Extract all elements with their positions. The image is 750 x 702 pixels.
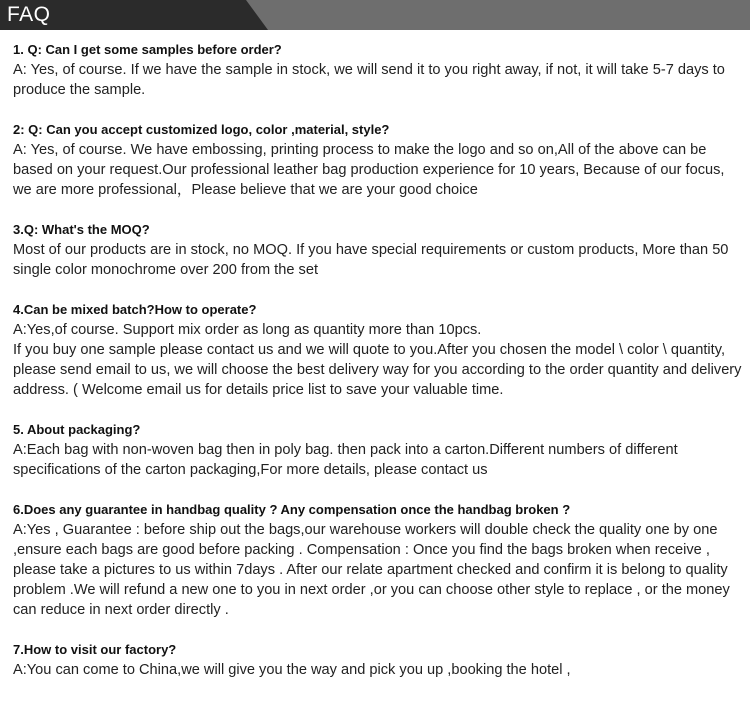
faq-answer	[13, 140, 745, 200]
faq-answer-text: A:Each bag with non-woven bag then in poly bag. then pack into a carton.Different numbers of different specifications of the carton packaging,For more details, please contact us	[13, 442, 678, 478]
faq-answer-text: Most of our products are in stock, no MOQ. If you have special requirements or custom products, More than 50 single color monochrome over 200 from the set	[13, 242, 729, 278]
faq-answer-text: A:Yes , Guarantee : before ship out the bags,our warehouse workers will double check the quality one by one ,ensure each bags are good before packing . Compensation : Once you find the bags broken when receive , please take a pictures to us within 7days . After our relate apartment checked and confirm it is belong to quality problem .We will refund a new one to you in next order ,or you can choose other style to replace , or the money can reduce in next order directly .	[13, 522, 730, 618]
faq-list	[13, 40, 745, 700]
faq-item-6	[13, 500, 745, 620]
faq-header	[0, 0, 750, 30]
faq-question: 7.How to visit our factory?	[13, 642, 177, 657]
faq-answer-text: A:Yes,of course. Support mix order as long as quantity more than 10pcs.	[13, 322, 482, 338]
faq-answer	[13, 660, 745, 680]
faq-question: 5. About packaging?	[13, 422, 141, 437]
faq-question: 6.Does any guarantee in handbag quality ? Any compensation once the handbag broken ?	[13, 502, 571, 517]
faq-answer-text: A: Yes, of course. If we have the sample in stock, we will send it to you right away, if not, it will take 5-7 days to produce the sample.	[13, 62, 725, 98]
faq-question: 3.Q: What's the MOQ?	[13, 222, 150, 237]
faq-answer	[13, 520, 745, 620]
faq-answer	[13, 440, 745, 480]
faq-answer-text: A: Yes, of course. We have embossing, printing process to make the logo and so on,All of the above can be based on your request.Our professional leather bag production experience for 10 years, Because of our focus, we are more professional，Please believe that we are your good choice	[13, 142, 725, 198]
faq-item-5	[13, 420, 745, 480]
faq-item-3	[13, 220, 745, 280]
faq-question: 1. Q: Can I get some samples before order?	[13, 42, 282, 57]
faq-item-7	[13, 640, 745, 680]
faq-title: FAQ	[7, 3, 51, 26]
faq-answer	[13, 240, 745, 280]
faq-answer	[13, 320, 745, 400]
faq-item-1	[13, 40, 745, 100]
faq-answer-text: A:You can come to China,we will give you the way and pick you up ,booking the hotel ,	[13, 662, 571, 678]
faq-question: 2: Q: Can you accept customized logo, color ,material, style?	[13, 122, 390, 137]
faq-item-4	[13, 300, 745, 400]
faq-answer	[13, 60, 745, 100]
faq-answer-text: If you buy one sample please contact us and we will quote to you.After you chosen the model \ color \ quantity, please send email to us, we will choose the best delivery way for you according to the order quantity and delivery address. ( Welcome email us for details price list to save your valuable time.	[13, 342, 742, 398]
faq-item-2	[13, 120, 745, 200]
faq-question: 4.Can be mixed batch?How to operate?	[13, 302, 257, 317]
